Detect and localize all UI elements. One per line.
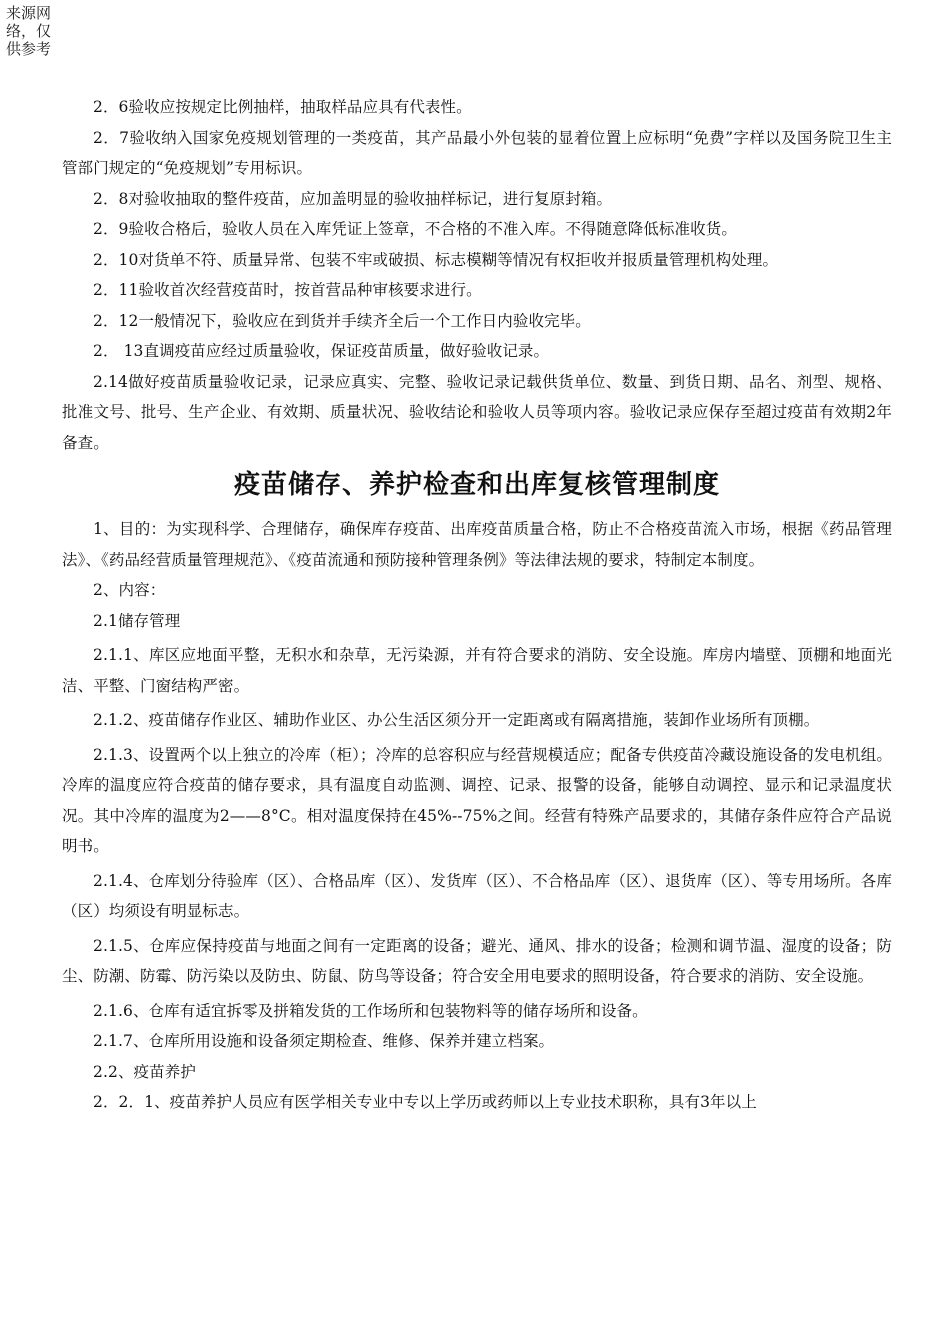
paragraph-2-1-3: 2.1.3、设置两个以上独立的冷库（柜）；冷库的总容积应与经营规模适应；配备专供疫苗冷藏设施设备的发电机组。冷库的温度应符合疫苗的储存要求，具有温度自动监测、调控、记录、报警的设备，能够自动调控、显示和记录温度状况。其中冷库的温度为2——8°C。相对温度保持在45%--75%之间。经营有特殊产品要求的，其储存条件应符合产品说明书。 bbox=[62, 745, 892, 855]
paragraph-2-9: 2．9验收合格后，验收人员在入库凭证上签章，不合格的不准入库。不得随意降低标准收货。 bbox=[93, 220, 737, 238]
paragraph-2-1-heading: 2.1储存管理 bbox=[93, 611, 181, 630]
paragraph-2-1-1: 2.1.1、库区应地面平整，无积水和杂草，无污染源，并有符合要求的消防、安全设施。库房内墙壁、顶棚和地面光洁、平整、门窗结构严密。 bbox=[62, 646, 892, 695]
acceptance-section bbox=[62, 92, 892, 458]
paragraph-2-2-heading: 2.2、疫苗养护 bbox=[93, 1062, 196, 1081]
paragraph-2-1-4: 2.1.4、仓库划分待验库（区）、合格品库（区）、发货库（区）、不合格品库（区）、退货库（区）、等专用场所。各库（区）均须设有明显标志。 bbox=[62, 871, 892, 920]
paragraph-2-1-2: 2.1.2、疫苗储存作业区、辅助作业区、办公生活区须分开一定距离或有隔离措施，装卸作业场所有顶棚。 bbox=[93, 711, 820, 729]
watermark-text: 来源网络，仅供参考 bbox=[6, 4, 52, 58]
paragraph-2-7: 2．7验收纳入国家免疫规划管理的一类疫苗，其产品最小外包装的显着位置上应标明“免费”字样以及国务院卫生主管部门规定的“免疫规划”专用标识。 bbox=[62, 128, 892, 177]
paragraph-2-14: 2.14做好疫苗质量验收记录，记录应真实、完整、验收记录记载供货单位、数量、到货日期、品名、剂型、规格、批准文号、批号、生产企业、有效期、质量状况、验收结论和验收人员等项内容。验收记录应保存至超过疫苗有效期2年备查。 bbox=[62, 372, 892, 452]
paragraph-2-8: 2．8对验收抽取的整件疫苗，应加盖明显的验收抽样标记，进行复原封箱。 bbox=[93, 189, 613, 208]
storage-section bbox=[62, 514, 892, 1118]
paragraph-2-11: 2．11验收首次经营疫苗时，按首营品种审核要求进行。 bbox=[93, 281, 482, 299]
paragraph-2-6: 2．6验收应按规定比例抽样，抽取样品应具有代表性。 bbox=[93, 98, 472, 116]
document-title: 疫苗储存、养护检查和出库复核管理制度 bbox=[233, 470, 720, 500]
paragraph-2-1-5: 2.1.5、仓库应保持疫苗与地面之间有一定距离的设备；避光、通风、排水的设备；检测和调节温、湿度的设备；防尘、防潮、防霉、防污染以及防虫、防鼠、防鸟等设备；符合安全用电要求的照明设备，符合要求的消防、安全设施。 bbox=[62, 936, 892, 985]
paragraph-2-2-1: 2．2．1、疫苗养护人员应有医学相关专业中专以上学历或药师以上专业技术职称，具有3年以上 bbox=[93, 1093, 757, 1111]
paragraph-purpose: 1、目的：为实现科学、合理储存，确保库存疫苗、出库疫苗质量合格，防止不合格疫苗流入市场，根据《药品管理法》、《药品经营质量管理规范》、《疫苗流通和预防接种管理条例》等法律法规的要求，特制定本制度。 bbox=[62, 520, 892, 569]
paragraph-content: 2、内容： bbox=[93, 581, 166, 599]
document-page bbox=[62, 92, 892, 1118]
paragraph-2-1-6: 2.1.6、仓库有适宜拆零及拼箱发货的工作场所和包装物料等的储存场所和设备。 bbox=[93, 1001, 648, 1020]
paragraph-2-12: 2．12一般情况下，验收应在到货并手续齐全后一个工作日内验收完毕。 bbox=[93, 311, 591, 330]
paragraph-2-13: 2． 13直调疫苗应经过质量验收，保证疫苗质量，做好验收记录。 bbox=[93, 342, 550, 360]
paragraph-2-10: 2．10对货单不符、质量异常、包装不牢或破损、标志模糊等情况有权拒收并报质量管理机构处理。 bbox=[93, 250, 779, 269]
paragraph-2-1-7: 2.1.7、仓库所用设施和设备须定期检查、维修、保养并建立档案。 bbox=[93, 1032, 555, 1050]
